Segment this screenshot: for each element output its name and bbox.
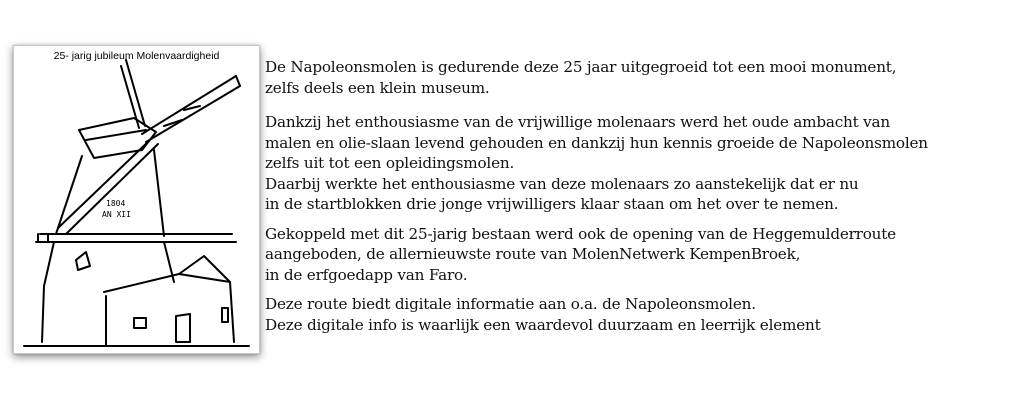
sketch-caption: 25- jarig jubileum Molenvaardigheid — [53, 50, 220, 62]
inscription-year: 1804 — [106, 199, 126, 208]
inscription-text: AN XII — [102, 210, 131, 219]
paragraph-digital-info: Deze route biedt digitale informatie aan o.a. de Napoleonsmolen. Deze digitale info is waarlijk een waardevol duurzaam en leerrijk element — [265, 295, 821, 334]
article-body — [265, 57, 1020, 335]
paragraph-route-opening: Gekoppeld met dit 25-jarig bestaan werd ook de opening van de Heggemulderroute aangeboden, de allernieuwste route van MolenNetwerk KempenBroek, in de erfgoedapp van Faro. — [265, 224, 896, 284]
paragraph-monument: De Napoleonsmolen is gedurende deze 25 jaar uitgegroeid tot een mooi monument, zelfs deels een klein museum. — [265, 58, 897, 97]
windmill-sketch-card — [13, 45, 260, 354]
windmill-sketch — [14, 46, 259, 353]
paragraph-enthusiasm: Dankzij het enthousiasme van de vrijwillige molenaars werd het oude ambacht van malen en olie-slaan levend gehouden en dankzij hun kennis groeide de Napoleonsmolen zelfs uit tot een opleidingsmolen. Daarbij werkte het enthousiasme van deze molenaars zo aanstekelijk dat er nu in de startblokken drie jonge vrijwilligers klaar staan om het over te nemen. — [265, 113, 928, 213]
